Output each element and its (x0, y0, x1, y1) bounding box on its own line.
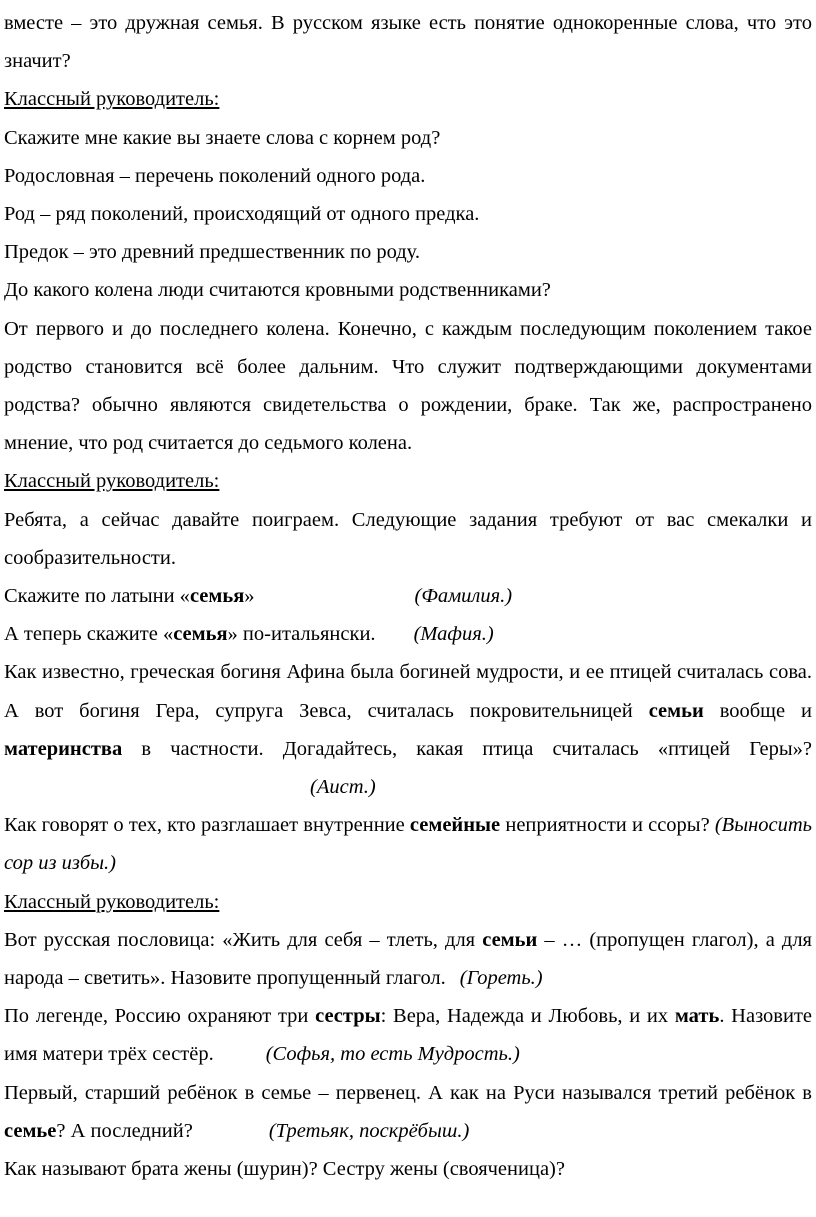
question-third-child: Первый, старший ребёнок в семье – первенец. А как на Руси назывался третий ребёнок в семье? А последний? (Третьяк, поскрёбыш.) (4, 1081, 812, 1142)
answer-goret: (Гореть.) (459, 967, 543, 990)
speaker-name: Классный руководитель: (4, 470, 220, 493)
speaker-name: Классный руководитель: (4, 890, 220, 913)
question-sisters: По легенде, Россию охраняют три сестры: Вера, Надежда и Любовь, и их мать. Назовите имя матери трёх сестёр. (Софья, то есть Мудрость.) (4, 1005, 812, 1066)
bold-word: семья (173, 623, 228, 646)
question-in-laws: Как называют брата жены (шурин)? Сестру жены (свояченица)? (4, 1158, 565, 1181)
bold-word: семье (4, 1119, 57, 1142)
paragraph-koleno-question: До какого колена люди считаются кровными родственниками? (4, 279, 551, 302)
speaker-label (4, 883, 812, 921)
bold-word: семьи (482, 928, 538, 951)
paragraph-intro: вместе – это дружная семья. В русском языке есть понятие однокоренные слова, что это значит? (4, 12, 812, 73)
bold-word: семейные (409, 814, 501, 837)
paragraph-game-intro: Ребята, а сейчас давайте поиграем. Следующие задания требуют от вас смекалки и сообразительности. (4, 508, 812, 569)
answer-sor: (Выносить сор из избы.) (4, 814, 812, 875)
bold-word: сестры (315, 1005, 381, 1028)
paragraph-question-root: Скажите мне какие вы знаете слова с корнем род? (4, 126, 441, 149)
question-italian: А теперь скажите «семья» по-итальянски. (Мафия.) (4, 623, 494, 646)
bold-word: материнства (4, 737, 123, 760)
speaker-label (4, 462, 812, 500)
answer-mafia: (Мафия.) (413, 623, 494, 646)
question-latin: Скажите по латыни «семья» (Фамилия.) (4, 585, 513, 608)
answer-familia: (Фамилия.) (414, 585, 513, 608)
speaker-label (4, 80, 812, 118)
paragraph-rod: Род – ряд поколений, происходящий от одного предка. (4, 203, 480, 226)
answer-sofya: (Софья, то есть Мудрость.) (265, 1043, 520, 1066)
question-proverb: Вот русская пословица: «Жить для себя – тлеть, для семьи – … (пропущен глагол), а для народа – светить». Назовите пропущенный глагол. (Гореть.) (4, 928, 812, 990)
bold-word: мать (674, 1005, 720, 1028)
question-hera-bird: Как известно, греческая богиня Афина была богиней мудрости, и ее птицей считалась сова. А вот богиня Гера, супруга Зевса, считалась покровительницей семьи вообще и материнства в частности. Догадайтесь, какая птица считалась «птицей Геры»?(Аист.) (4, 661, 812, 799)
answer-aist: (Аист.) (310, 776, 376, 799)
document-page (4, 4, 812, 1188)
bold-word: семья (189, 585, 245, 608)
paragraph-rodoslovnaya: Родословная – перечень поколений одного рода. (4, 164, 426, 187)
paragraph-predok: Предок – это древний предшественник по роду. (4, 241, 420, 264)
question-gossip: Как говорят о тех, кто разглашает внутренние семейные неприятности и ссоры? (Выносить сор из избы.) (4, 814, 812, 875)
speaker-name: Классный руководитель: (4, 88, 220, 111)
answer-tretyak: (Третьяк, поскрёбыш.) (268, 1119, 470, 1142)
bold-word: семьи (648, 699, 704, 722)
paragraph-koleno-answer: От первого и до последнего колена. Конечно, с каждым последующим поколением такое родство становится всё более дальним. Что служит подтверждающими документами родства? обычно являются свидетельства о рождении, браке. Так же, распространено мнение, что род считается до седьмого колена. (4, 317, 812, 455)
